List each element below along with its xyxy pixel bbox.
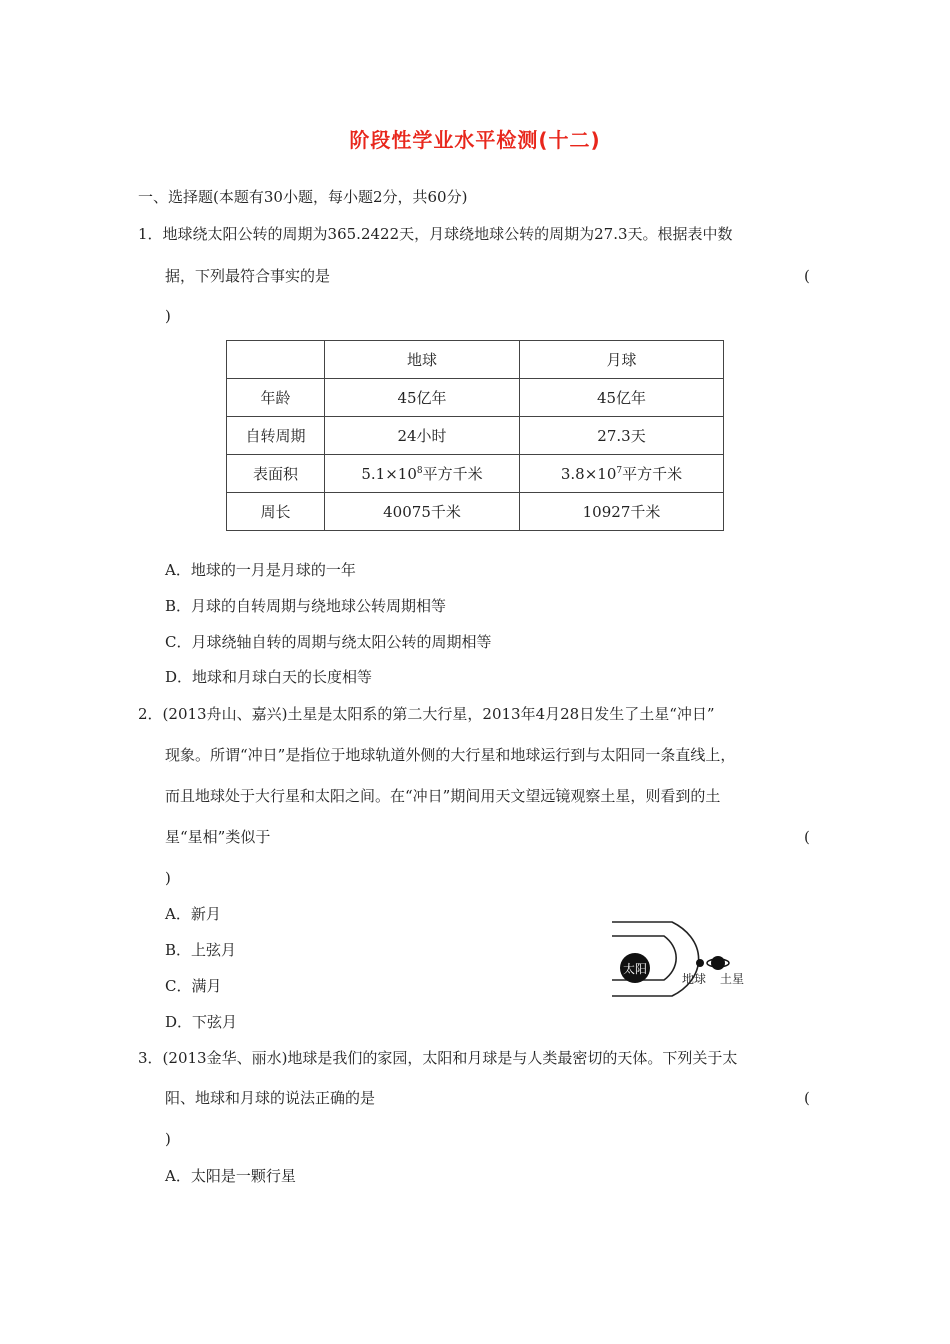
table-cell-moon <box>520 455 724 493</box>
earth-dot <box>696 959 704 967</box>
q2-answer-paren-open: ( <box>804 828 810 846</box>
table-cell-earth: 40075千米 <box>325 493 520 531</box>
q1-option-a: A．地球的一月是月球的一年 <box>165 561 356 579</box>
moon-area-unit: 平方千米 <box>622 465 683 483</box>
saturn-dot <box>711 956 725 970</box>
earth-area-unit: 平方千米 <box>422 465 483 483</box>
orbit-diagram <box>612 916 752 1002</box>
table-cell-moon: 10927千米 <box>520 493 724 531</box>
table-row <box>227 417 724 455</box>
page-title: 阶段性学业水平检测(十二) <box>349 128 601 152</box>
earth-area-base: 5.1×10 <box>361 465 417 483</box>
q1-stem-line1: 1．地球绕太阳公转的周期为365.2422天，月球绕地球公转的周期为27.3天。根据表中数 <box>138 225 733 243</box>
q1-answer-paren-close: ) <box>165 307 171 325</box>
table-cell-label: 自转周期 <box>227 417 325 455</box>
table-cell-label: 表面积 <box>227 455 325 493</box>
q3-option-a: A．太阳是一颗行星 <box>165 1167 296 1185</box>
section-heading: 一、选择题(本题有30小题，每小题2分，共60分) <box>138 188 468 206</box>
q1-data-table <box>226 340 724 531</box>
moon-area-base: 3.8×10 <box>560 465 617 483</box>
table-cell-label: 周长 <box>227 493 325 531</box>
earth-area-exponent: 8 <box>416 466 423 476</box>
q2-answer-paren-close: ) <box>165 869 171 887</box>
table-header-cell: 地球 <box>325 341 520 379</box>
q3-answer-paren-open: ( <box>804 1089 810 1107</box>
table-cell-earth <box>325 455 520 493</box>
table-header-row <box>227 341 724 379</box>
q2-option-c: C．满月 <box>165 977 222 995</box>
q2-option-a: A．新月 <box>165 905 221 923</box>
table-cell-moon: 27.3天 <box>520 417 724 455</box>
q3-stem-line1: 3．(2013金华、丽水)地球是我们的家园，太阳和月球是与人类最密切的天体。下列关于太 <box>138 1049 738 1067</box>
table-row <box>227 493 724 531</box>
q1-answer-paren-open: ( <box>804 267 810 285</box>
saturn-label: 土星 <box>719 972 745 986</box>
earth-label: 地球 <box>681 972 707 986</box>
table-cell-earth: 45亿年 <box>325 379 520 417</box>
q3-stem-line2: 阳、地球和月球的说法正确的是 <box>165 1089 376 1107</box>
table-cell-moon: 45亿年 <box>520 379 724 417</box>
q1-option-b: B．月球的自转周期与绕地球公转周期相等 <box>165 597 447 615</box>
table-header-cell <box>227 341 325 379</box>
q2-stem-line2: 现象。所谓“冲日”是指位于地球轨道外侧的大行星和地球运行到与太阳同一条直线上， <box>165 746 736 764</box>
q1-option-c: C．月球绕轴自转的周期与绕太阳公转的周期相等 <box>165 633 492 651</box>
q2-stem-line3: 而且地球处于大行星和太阳之间。在“冲日”期间用天文望远镜观察土星，则看到的土 <box>165 787 721 805</box>
table-row <box>227 455 724 493</box>
q2-option-b: B．上弦月 <box>165 941 237 959</box>
q3-answer-paren-close: ) <box>165 1130 171 1148</box>
q1-option-d: D．地球和月球白天的长度相等 <box>165 668 373 686</box>
q1-stem-line2: 据，下列最符合事实的是 <box>165 267 331 285</box>
q2-option-d: D．下弦月 <box>165 1013 238 1031</box>
sun-label: 太阳 <box>622 962 648 976</box>
q2-stem-line4: 星“星相”类似于 <box>165 828 271 846</box>
q2-stem-line1: 2．(2013舟山、嘉兴)土星是太阳系的第二大行星，2013年4月28日发生了土星“冲日” <box>138 705 715 723</box>
moon-area-exponent: 7 <box>616 466 623 476</box>
table-row <box>227 379 724 417</box>
table-header-cell: 月球 <box>520 341 724 379</box>
table-cell-label: 年龄 <box>227 379 325 417</box>
table-cell-earth: 24小时 <box>325 417 520 455</box>
